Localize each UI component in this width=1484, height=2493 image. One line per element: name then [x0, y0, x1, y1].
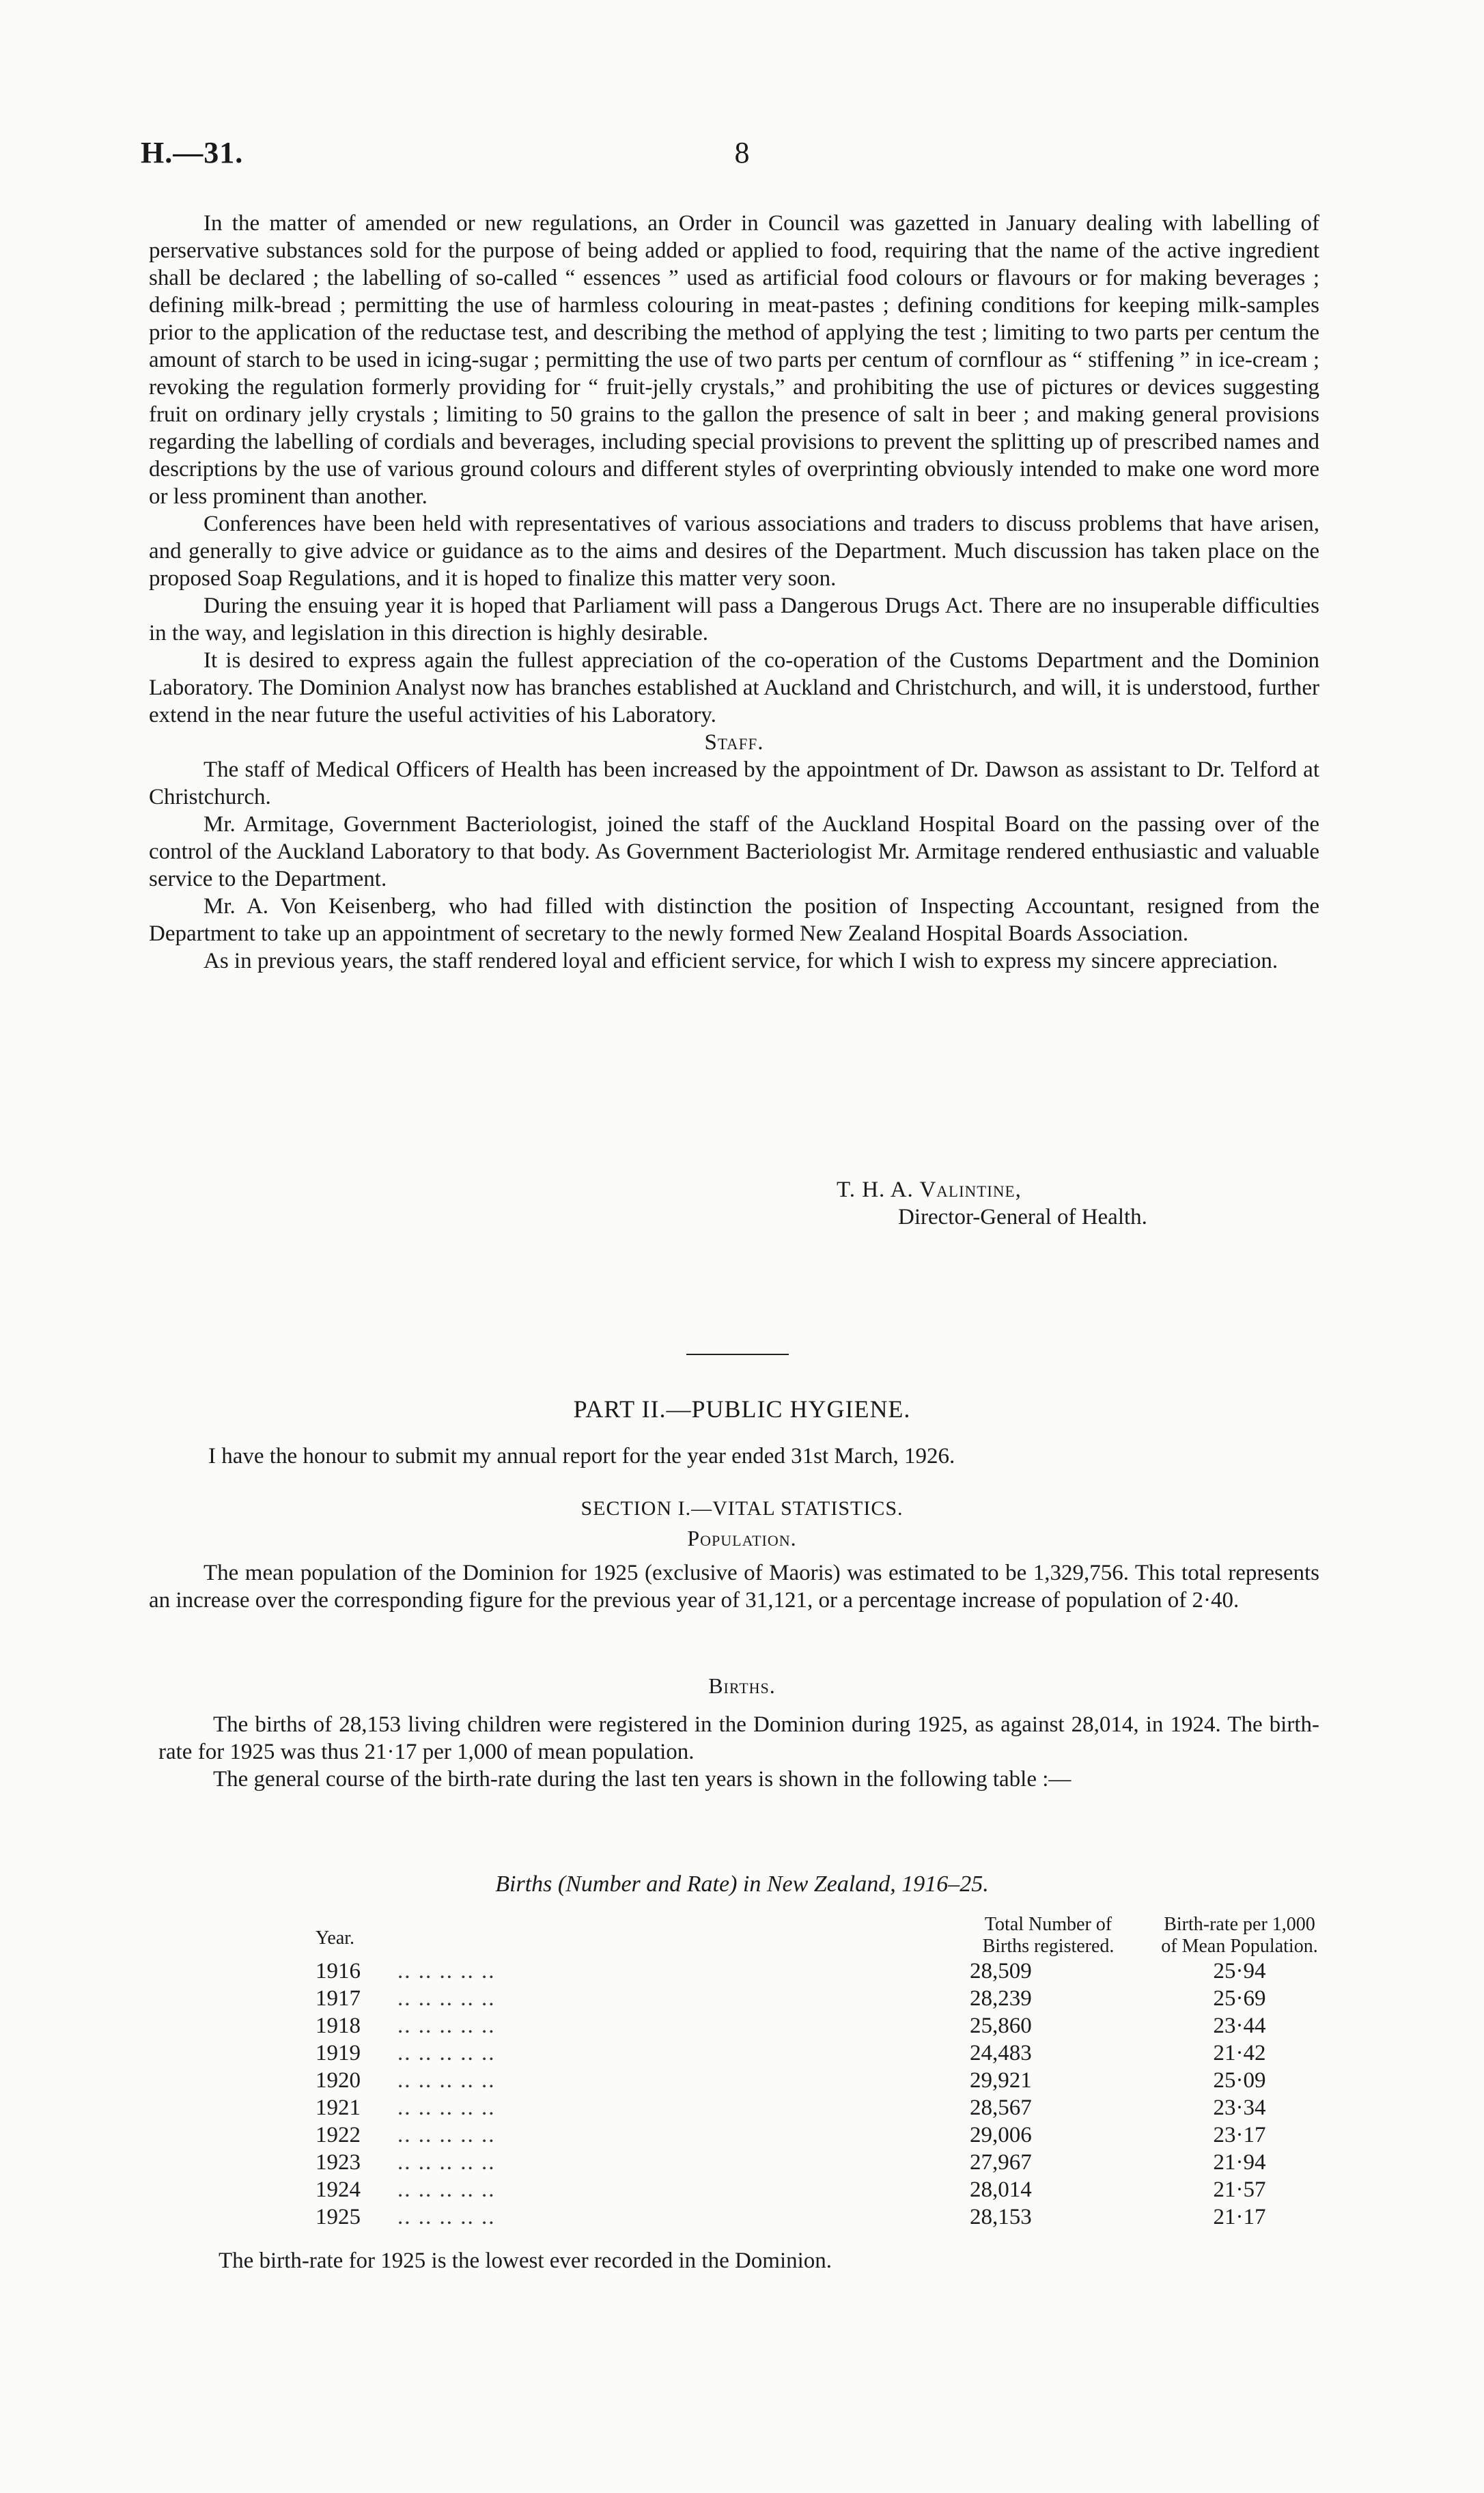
row-leader: .. .. .. .. ..	[397, 1986, 496, 2011]
row-total: 24,483	[970, 2041, 1032, 2065]
births-paragraph: The births of 28,153 living children were registered in the Dominion during 1925, as against 28,014, in 1924. The birth-rate for 1925 was thus 21·17 per 1,000 of mean population.	[158, 1712, 1319, 1764]
row-total: 28,153	[970, 2205, 1032, 2229]
births-table	[316, 1914, 1352, 2231]
table-row	[316, 2039, 1352, 2067]
paragraph-staff-armitage: Mr. Armitage, Government Bacteriologist, joined the staff of the Auckland Hospital Board on the passing over of the control of the Auckland Laboratory to that body. As Government Bacteriologist Mr. Armitage rendered enthusiastic and valuable service to the Department.	[149, 812, 1319, 891]
page-header	[141, 135, 1343, 176]
row-total: 28,014	[970, 2177, 1032, 2202]
row-rate: 25·09	[1213, 2068, 1266, 2093]
header-rate-line1: Birth-rate per 1,000	[1164, 1914, 1315, 1935]
row-rate: 23·44	[1213, 2014, 1266, 2038]
paragraph-regulations: In the matter of amended or new regulations, an Order in Council was gazetted in January dealing with labelling of perservative substances sold for the purpose of being added or applied to food, requiring that the name of the active ingredient shall be declared ; the labelling of so-called “ essences ” used as artificial food colours or flavours or for making beverages ; defining milk-bread ; permitting the use of harmless colouring in meat-pastes ; defining conditions for keeping milk-samples prior to the application of the reductase test, and describing the method of applying the test ; limiting to two parts per centum the amount of starch to be used in icing-sugar ; permitting the use of two parts per centum of cornflour as “ stiffening ” in ice-cream ; revoking the regulation formerly providing for “ fruit-jelly crystals,” and prohibiting the use of pictures or devices suggesting fruit on ordinary jelly crystals ; limiting to 50 grains to the gallon the presence of salt in beer ; and making general provisions regarding the labelling of cordials and beverages, including special provisions to prevent the splitting up of prescribed names and descriptions by the use of various ground colours and different styles of overprinting obviously intended to make one word more or less prominent than another.	[149, 211, 1319, 509]
signature-title: Director-General of Health.	[898, 1205, 1147, 1229]
population-text	[149, 1559, 1319, 1614]
row-year: 1918	[316, 2014, 361, 2038]
signature-name: T. H. A. Valintine,	[837, 1178, 1022, 1202]
section-divider	[686, 1354, 789, 1355]
table-row	[316, 2067, 1352, 2094]
paragraph-dangerous-drugs: During the ensuing year it is hoped that Parliament will pass a Dangerous Drugs Act. There are no insuperable difficulties in the way, and legislation in this direction is highly desirable.	[149, 594, 1319, 645]
staff-heading: Staff.	[704, 730, 764, 755]
body-text	[149, 210, 1319, 975]
row-total: 29,921	[970, 2068, 1032, 2093]
row-rate: 21·57	[1213, 2177, 1266, 2202]
row-total: 25,860	[970, 2014, 1032, 2038]
row-leader: .. .. .. .. ..	[397, 2150, 496, 2175]
paragraph-conferences: Conferences have been held with representatives of various associations and traders to discuss problems that have arisen, and generally to give advice or guidance as to the aims and desires of the Department. Much discussion has taken place on the proposed Soap Regulations, and it is hoped to finalize this matter very soon.	[149, 512, 1319, 591]
row-rate: 25·69	[1213, 1986, 1266, 2011]
part-title: PART II.—PUBLIC HYGIENE.	[573, 1395, 911, 1423]
table-row	[316, 1985, 1352, 2012]
births-intro: The general course of the birth-rate during the last ten years is shown in the following table :—	[213, 1767, 1072, 1792]
row-leader: .. .. .. .. ..	[397, 2123, 496, 2147]
row-rate: 21·17	[1213, 2205, 1266, 2229]
row-rate: 21·42	[1213, 2041, 1266, 2065]
submit-line: I have the honour to submit my annual report for the year ended 31st March, 1926.	[208, 1444, 955, 1468]
row-rate: 25·94	[1213, 1959, 1266, 1983]
row-total: 27,967	[970, 2150, 1032, 2175]
page-number: 8	[734, 136, 750, 169]
header-rate-line2: of Mean Population.	[1161, 1936, 1318, 1957]
row-total: 28,509	[970, 1959, 1032, 1983]
row-year: 1916	[316, 1959, 361, 1983]
signature-block	[837, 1176, 1147, 1231]
table-title: Births (Number and Rate) in New Zealand, 1916–25.	[495, 1871, 989, 1897]
header-year: Year.	[316, 1927, 355, 1949]
table-row	[316, 2176, 1352, 2203]
header-total	[957, 1914, 1127, 1958]
births-heading: Births.	[708, 1673, 776, 1698]
row-year: 1917	[316, 1986, 361, 2011]
row-rate: 23·34	[1213, 2095, 1266, 2120]
header-spacer	[397, 1914, 957, 1958]
row-year: 1919	[316, 2041, 361, 2065]
closing-line: The birth-rate for 1925 is the lowest ever recorded in the Dominion.	[219, 2248, 832, 2273]
document-reference: H.—31.	[141, 136, 244, 169]
row-rate: 23·17	[1213, 2123, 1266, 2147]
row-leader: .. .. .. .. ..	[397, 2068, 496, 2093]
row-year: 1920	[316, 2068, 361, 2093]
row-leader: .. .. .. .. ..	[397, 2014, 496, 2038]
table-row	[316, 2012, 1352, 2039]
row-year: 1922	[316, 2123, 361, 2147]
population-paragraph: The mean population of the Dominion for 1925 (exclusive of Maoris) was estimated to be 1,329,756. This total represents an increase over the corresponding figure for the previous year of 31,121, or a percentage increase of population of 2·40.	[149, 1561, 1319, 1613]
table-row	[316, 1958, 1352, 1985]
row-year: 1921	[316, 2095, 361, 2120]
row-year: 1923	[316, 2150, 361, 2175]
table-row	[316, 2121, 1352, 2149]
row-total: 28,239	[970, 1986, 1032, 2011]
row-leader: .. .. .. .. ..	[397, 1959, 496, 1983]
row-leader: .. .. .. .. ..	[397, 2177, 496, 2202]
table-row	[316, 2203, 1352, 2231]
row-leader: .. .. .. .. ..	[397, 2041, 496, 2065]
paragraph-staff-appreciation: As in previous years, the staff rendered loyal and efficient service, for which I wish to express my sincere appreciation.	[204, 949, 1278, 973]
row-year: 1925	[316, 2205, 361, 2229]
paragraph-staff-dawson: The staff of Medical Officers of Health has been increased by the appointment of Dr. Dawson as assistant to Dr. Telford at Christchurch.	[149, 757, 1319, 809]
row-total: 29,006	[970, 2123, 1032, 2147]
paragraph-appreciation: It is desired to express again the fullest appreciation of the co-operation of the Customs Department and the Dominion Laboratory. The Dominion Analyst now has branches established at Auckland and Christchurch, and will, it is understood, further extend in the near future the useful activities of his Laboratory.	[149, 648, 1319, 727]
row-leader: .. .. .. .. ..	[397, 2205, 496, 2229]
population-heading: Population.	[687, 1526, 797, 1550]
row-total: 28,567	[970, 2095, 1032, 2120]
row-rate: 21·94	[1213, 2150, 1266, 2175]
table-row	[316, 2149, 1352, 2176]
row-leader: .. .. .. .. ..	[397, 2095, 496, 2120]
row-year: 1924	[316, 2177, 361, 2202]
table-header-row	[316, 1914, 1352, 1958]
header-total-line1: Total Number of	[984, 1914, 1112, 1935]
section-heading: SECTION I.—VITAL STATISTICS.	[580, 1497, 904, 1520]
header-rate	[1127, 1914, 1352, 1958]
header-total-line2: Births registered.	[982, 1936, 1115, 1957]
table-row	[316, 2094, 1352, 2121]
paragraph-staff-keisenberg: Mr. A. Von Keisenberg, who had filled with distinction the position of Inspecting Accountant, resigned from the Department to take up an appointment of secretary to the newly formed New Zealand Hospital Boards Association.	[149, 894, 1319, 946]
births-text	[158, 1711, 1319, 1793]
